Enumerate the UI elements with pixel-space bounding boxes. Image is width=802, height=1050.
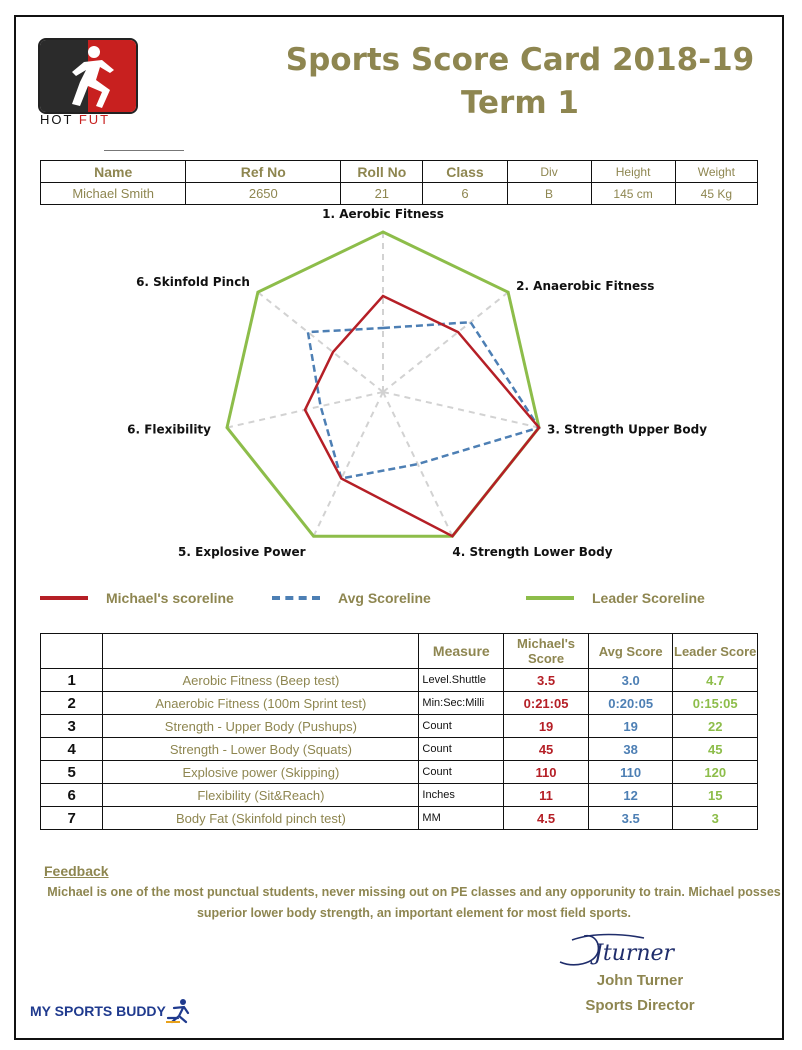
michael-score: 4.5 [504, 807, 589, 830]
avg-score: 12 [588, 784, 673, 807]
radar-axis-label: 3. Strength Upper Body [547, 422, 708, 437]
michael-score: 110 [504, 761, 589, 784]
radar-axis-label: 4. Strength Lower Body [452, 545, 613, 560]
michael-score: 11 [504, 784, 589, 807]
leader-score: 4.7 [673, 669, 758, 692]
measure-unit: Level.Shuttle [419, 669, 504, 692]
radar-series-michael-s-scoreline [305, 296, 539, 536]
avg-score-header: Avg Score [588, 634, 673, 669]
measure-unit: Min:Sec:Milli [419, 692, 504, 715]
test-name: Flexibility (Sit&Reach) [103, 784, 419, 807]
weight-value: 45 Kg [675, 183, 757, 205]
michael-score-header: Michael's Score [504, 634, 589, 669]
avg-score: 3.5 [588, 807, 673, 830]
director-name: John Turner [596, 972, 684, 989]
test-name: Aerobic Fitness (Beep test) [103, 669, 419, 692]
name-header: Name [41, 161, 186, 183]
signature-script: Jturner [594, 941, 675, 966]
avg-score: 0:20:05 [588, 692, 673, 715]
leader-score: 45 [673, 738, 758, 761]
footer-brand: MY SPORTS BUDDY [30, 1003, 166, 1019]
row-number: 3 [41, 715, 103, 738]
test-name: Strength - Lower Body (Squats) [103, 738, 419, 761]
test-name: Anaerobic Fitness (100m Sprint test) [103, 692, 419, 715]
div-value: B [507, 183, 591, 205]
name-value: Michael Smith [41, 183, 186, 205]
radar-spoke [383, 292, 508, 392]
radar-spoke [383, 392, 452, 536]
radar-axis-label: 1. Aerobic Fitness [322, 207, 444, 221]
table-row [41, 715, 758, 738]
radar-axis-label: 6. Skinfold Pinch [136, 275, 250, 290]
director-role: Sports Director [585, 997, 695, 1014]
leader-score: 22 [673, 715, 758, 738]
roll-value: 21 [341, 183, 423, 205]
table-row [41, 692, 758, 715]
term-title: Term 1 [460, 85, 579, 121]
weight-header: Weight [675, 161, 757, 183]
legend-michael-label: Michael's scoreline [106, 590, 234, 606]
avg-score: 38 [588, 738, 673, 761]
roll-header: Roll No [341, 161, 423, 183]
height-value: 145 cm [591, 183, 675, 205]
radar-axis-label: 2. Anaerobic Fitness [516, 279, 655, 294]
avg-score: 19 [588, 715, 673, 738]
my-sports-buddy-logo [30, 998, 192, 1024]
michael-score: 45 [504, 738, 589, 761]
table-row [41, 807, 758, 830]
radar-axis-label: 5. Explosive Power [178, 545, 306, 560]
row-number: 7 [41, 807, 103, 830]
feedback-text: Michael is one of the most punctual students, never missing out on PE classes and any opporunity to train. Michael posses superior lower body strength, an important element for most field sports. [47, 885, 781, 920]
logo-wordmark: HOT FUT [40, 112, 111, 127]
michael-score: 19 [504, 715, 589, 738]
radar-spoke [383, 392, 539, 428]
table-row [41, 738, 758, 761]
runner-icon [166, 998, 192, 1024]
michael-score: 3.5 [504, 669, 589, 692]
leader-score: 120 [673, 761, 758, 784]
legend-leader [526, 589, 705, 607]
test-name: Body Fat (Skinfold pinch test) [103, 807, 419, 830]
avg-score: 110 [588, 761, 673, 784]
row-number: 4 [41, 738, 103, 761]
signature [554, 928, 714, 972]
feedback-title: Feedback [44, 863, 109, 879]
ref-header: Ref No [186, 161, 341, 183]
measure-unit: MM [419, 807, 504, 830]
row-number: 6 [41, 784, 103, 807]
leader-score: 0:15:05 [673, 692, 758, 715]
michael-score: 0:21:05 [504, 692, 589, 715]
legend-michael [40, 589, 234, 607]
height-header: Height [591, 161, 675, 183]
row-number: 5 [41, 761, 103, 784]
leader-score: 15 [673, 784, 758, 807]
measure-unit: Count [419, 761, 504, 784]
measure-unit: Count [419, 715, 504, 738]
test-name: Explosive power (Skipping) [103, 761, 419, 784]
scores-header-row [41, 634, 758, 669]
div-header: Div [507, 161, 591, 183]
legend-leader-label: Leader Scoreline [592, 590, 705, 606]
radar-series-avg-scoreline [308, 322, 539, 478]
table-row [41, 784, 758, 807]
test-name: Strength - Upper Body (Pushups) [103, 715, 419, 738]
test-header [103, 634, 419, 669]
num-header [41, 634, 103, 669]
measure-unit: Count [419, 738, 504, 761]
class-header: Class [423, 161, 507, 183]
legend-michael-swatch [40, 596, 88, 600]
card-title: Sports Score Card 2018-19 [285, 42, 755, 78]
scores-table [40, 633, 758, 830]
row-number: 1 [41, 669, 103, 692]
class-value: 6 [423, 183, 507, 205]
ref-value: 2650 [186, 183, 341, 205]
legend-leader-swatch [526, 596, 574, 600]
legend-avg-label: Avg Scoreline [338, 590, 431, 606]
measure-header: Measure [419, 634, 504, 669]
measure-unit: Inches [419, 784, 504, 807]
avg-score: 3.0 [588, 669, 673, 692]
legend-avg-swatch [272, 596, 320, 600]
leader-score: 3 [673, 807, 758, 830]
leader-score-header: Leader Score [673, 634, 758, 669]
table-row [41, 761, 758, 784]
legend-avg [272, 589, 431, 607]
radar-axis-label: 6. Flexibility [127, 422, 211, 437]
row-number: 2 [41, 692, 103, 715]
table-row [41, 669, 758, 692]
